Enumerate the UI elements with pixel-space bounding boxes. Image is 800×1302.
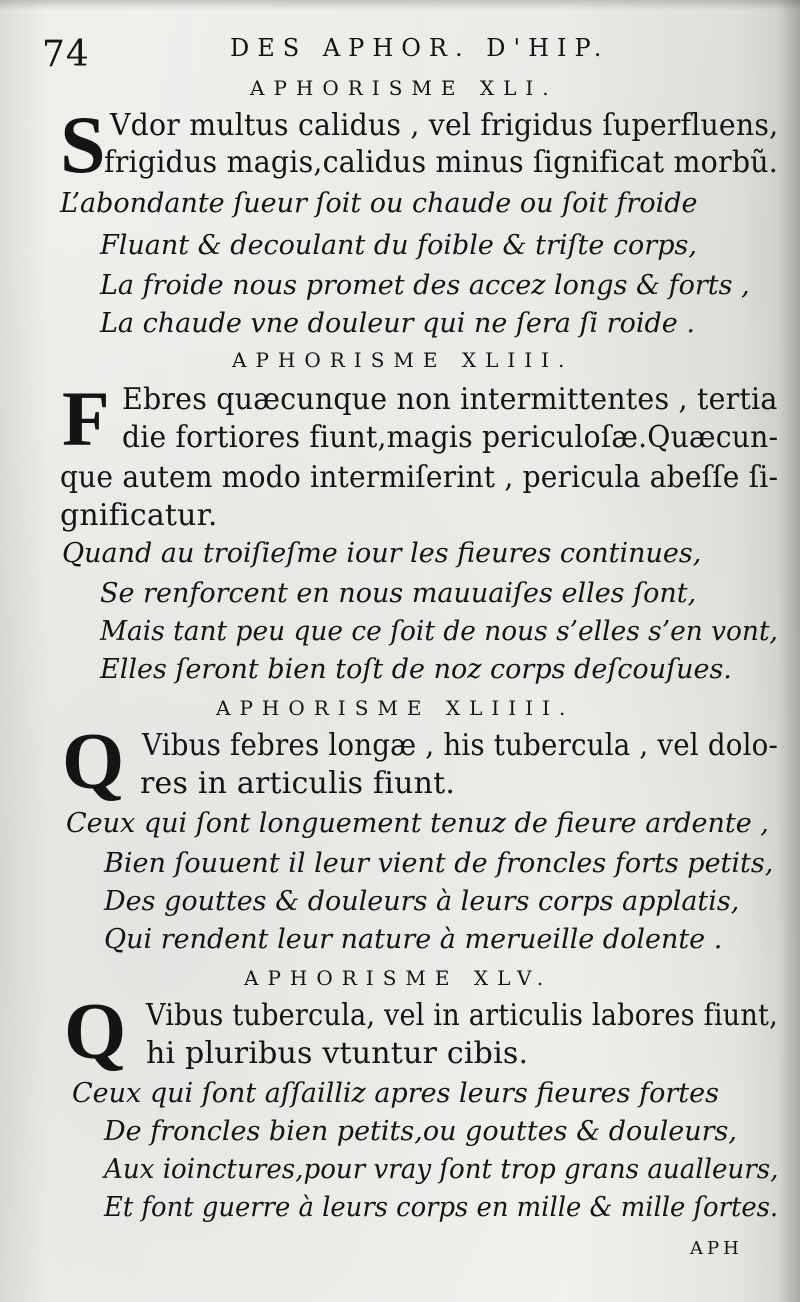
- french-verse-line: L’abondante ſueur ſoit ou chaude ou ſoit froide: [60, 188, 698, 219]
- french-verse-line: La chaude vne douleur qui ne ſera ſi roide .: [100, 308, 695, 339]
- french-verse-line: Qui rendent leur nature à merueille dolente .: [104, 924, 723, 955]
- latin-line: Vdor multus calidus , vel frigidus ſuperfluens,: [110, 108, 779, 143]
- french-verse-line: Bien ſouuent il leur vient de froncles forts petits,: [104, 848, 774, 879]
- aphorism-title: APHORISME XLV.: [244, 966, 553, 990]
- latin-line: Vibus febres longæ , his tubercula , vel dolo-: [142, 728, 779, 763]
- latin-line: die fortiores fiunt,magis periculoſæ.Quæcun-: [122, 420, 779, 455]
- page-number: 74: [42, 34, 90, 75]
- french-verse-line: Fluant & decoulant du foible & triſte corps,: [100, 230, 697, 261]
- french-verse-line: Quand au troiſieſme iour les fieures continues,: [62, 538, 702, 569]
- drop-cap: Q: [62, 718, 125, 806]
- page-shadow-top: [0, 0, 800, 10]
- latin-line: hi pluribus vtuntur cibis.: [146, 1036, 529, 1071]
- french-verse-line: Aux ioinctures,pour vray ſont trop grans aualleurs,: [104, 1154, 779, 1185]
- latin-line: Vibus tubercula, vel in articulis labores fiunt,: [146, 998, 778, 1033]
- french-verse-line: Des gouttes & douleurs à leurs corps applatis,: [104, 886, 740, 917]
- latin-line: Ebres quæcunque non intermittentes , tertia: [122, 382, 778, 417]
- drop-cap: F: [62, 375, 110, 462]
- running-head: DES APHOR. D'HIP.: [230, 34, 610, 62]
- latin-line: que autem modo intermiſerint , pericula abeſſe ſi-: [60, 460, 779, 495]
- latin-line: frigidus magis,calidus minus ſignificat morbũ.: [104, 145, 778, 180]
- page-shadow-right: [778, 0, 800, 1302]
- french-verse-line: Et font guerre à leurs corps en mille & mille ſortes.: [104, 1192, 779, 1223]
- french-verse-line: Mais tant peu que ce ſoit de nous s’elles s’en vont,: [100, 616, 778, 647]
- aphorism-title: APHORISME XLI.: [250, 76, 558, 100]
- french-verse-line: Elles ſeront bien toſt de noz corps deſcouſues.: [100, 654, 732, 685]
- latin-line: res in articulis fiunt.: [140, 766, 456, 801]
- catchword: APH: [690, 1238, 743, 1259]
- drop-cap: Q: [64, 988, 127, 1076]
- latin-line: gnificatur.: [60, 498, 218, 533]
- french-verse-line: De froncles bien petits,ou gouttes & douleurs,: [104, 1116, 737, 1147]
- french-verse-line: Se renforcent en nous mauuaiſes elles ſont,: [100, 578, 697, 609]
- drop-cap: S: [60, 99, 106, 190]
- aphorism-title: APHORISME XLIIII.: [216, 696, 575, 720]
- french-verse-line: Ceux qui ſont longuement tenuz de fieure ardente ,: [66, 808, 769, 839]
- aphorism-title: APHORISME XLIII.: [232, 348, 574, 372]
- french-verse-line: La froide nous promet des accez longs & forts ,: [100, 270, 750, 301]
- french-verse-line: Ceux qui ſont aſſailliz apres leurs fieures fortes: [72, 1078, 719, 1109]
